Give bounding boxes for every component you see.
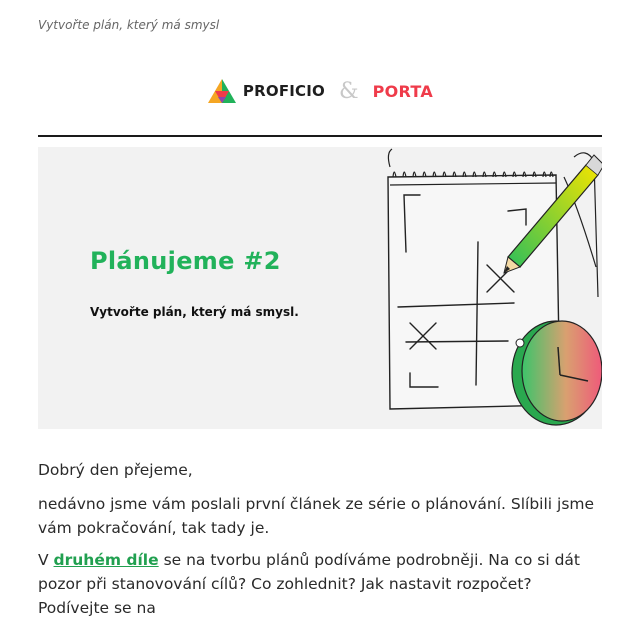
article-paragraph-rest: se na tvorbu plánů podíváme podrobněji. Na co si dát pozor při stanovování cílů? Co zohlednit? Jak nastavit rozpočet? Podívejte se na <box>38 551 580 617</box>
hero-title: Plánujeme #2 <box>90 247 281 275</box>
hero-banner[interactable] <box>38 147 602 429</box>
brand-logos <box>0 76 640 106</box>
greeting: Dobrý den přejeme, <box>38 461 193 479</box>
article-paragraph <box>38 548 602 620</box>
article-paragraph-start: V <box>38 551 54 569</box>
proficio-logo[interactable] <box>207 78 325 104</box>
second-part-link[interactable]: druhém díle <box>53 551 159 569</box>
divider <box>38 135 602 137</box>
proficio-wordmark: PROFICIO <box>242 82 325 100</box>
hero-subtitle: Vytvořte plán, který má smysl. <box>90 305 299 319</box>
preheader-text: Vytvořte plán, který má smysl <box>38 18 220 32</box>
porta-logo[interactable]: PORTA <box>372 81 434 101</box>
ampersand: & <box>339 78 359 104</box>
notepad-illustration <box>38 147 602 429</box>
proficio-triangle-icon <box>207 78 237 104</box>
intro-paragraph: nedávno jsme vám poslali první článek ze série o plánování. Slíbili jsme vám pokračování, tak tady je. <box>38 495 595 537</box>
